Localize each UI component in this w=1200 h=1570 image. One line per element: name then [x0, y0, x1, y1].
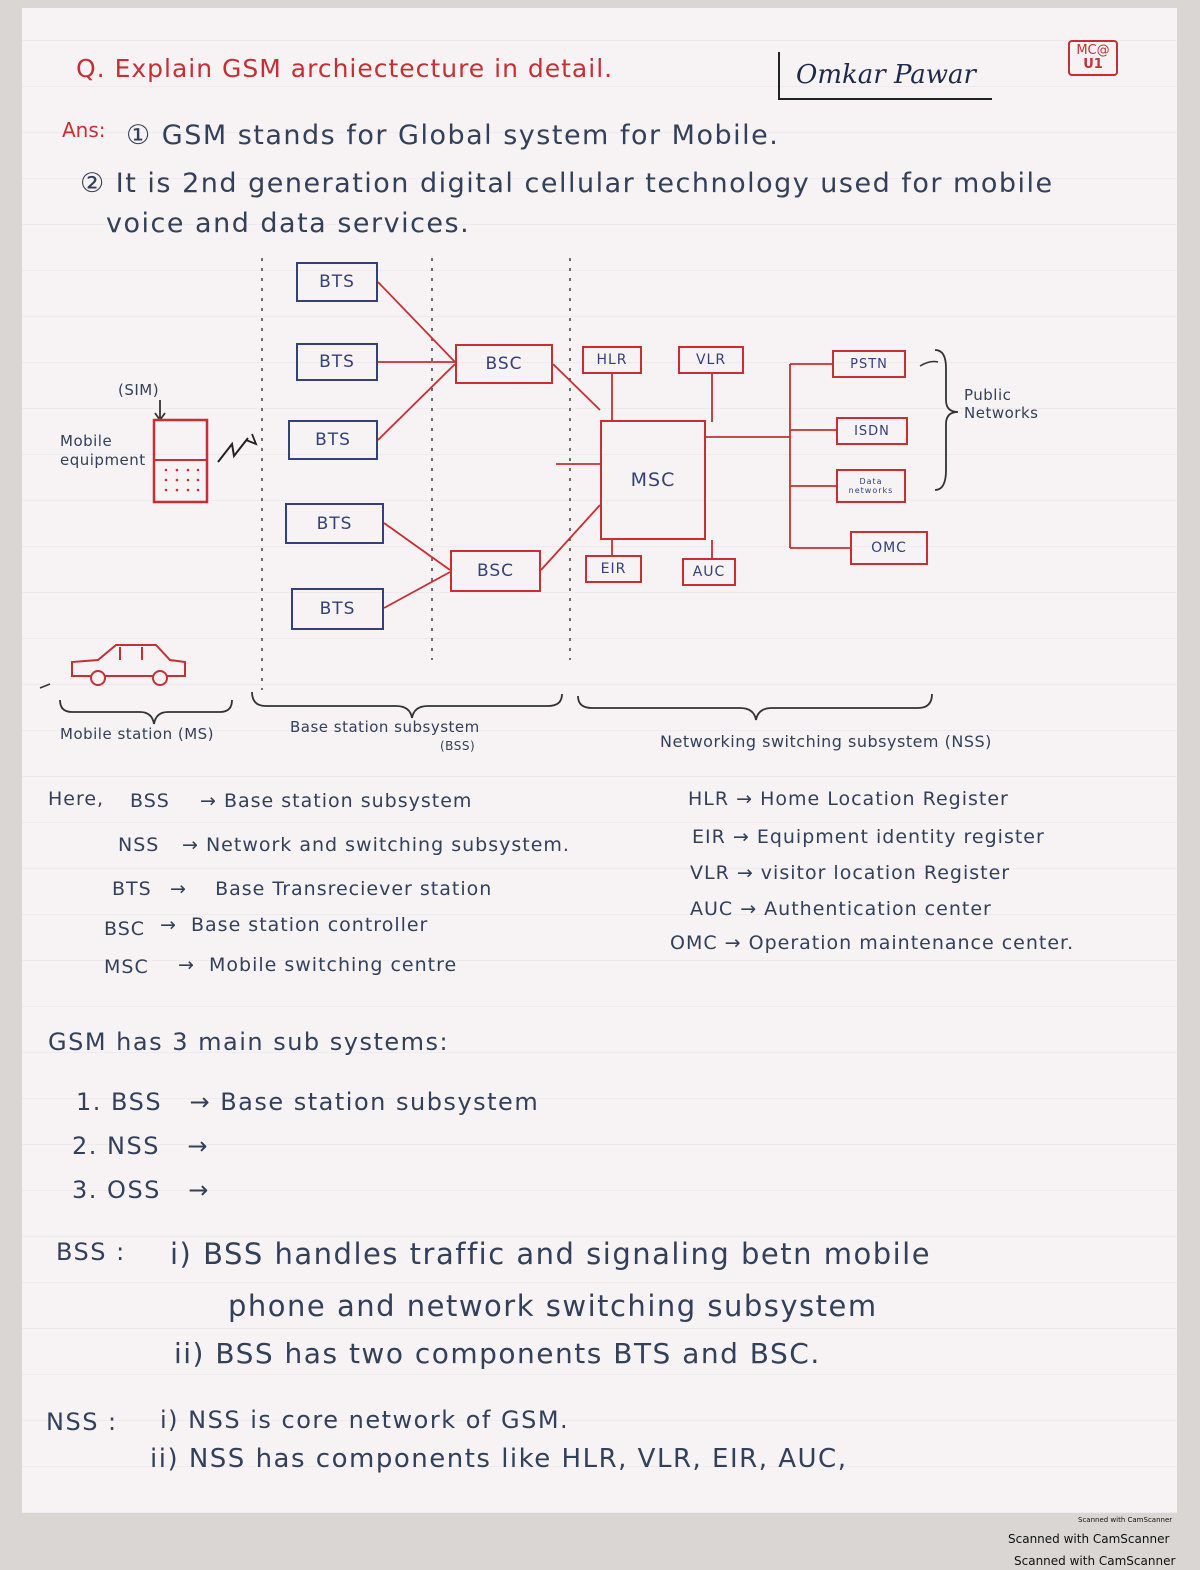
gloss-left-def-2: Network and switching subsystem. — [205, 834, 570, 856]
gloss-right-def-4: Authentication center — [764, 898, 992, 920]
bts-box-2: BTS — [296, 343, 378, 381]
subsystem-item-1 — [76, 1090, 539, 1114]
nss-caption: Networking switching subsystem (NSS) — [660, 732, 992, 751]
bts-box-5: BTS — [291, 588, 384, 630]
gloss-right-abbr-5: OMC — [670, 932, 718, 954]
gloss-right-abbr-4: AUC — [690, 898, 734, 920]
ms-brace — [60, 700, 232, 724]
bss-notes-label: BSS : — [56, 1238, 126, 1266]
subsystems-heading: GSM has 3 main sub systems: — [48, 1028, 450, 1056]
nss-notes-label: NSS : — [46, 1408, 118, 1436]
vlr-box: VLR — [678, 346, 744, 374]
sim-label: (SIM) — [118, 381, 160, 399]
subsystem-name-1: BSS — [111, 1088, 163, 1116]
gloss-right-abbr-1: HLR — [688, 788, 730, 810]
hlr-box: HLR — [582, 346, 642, 374]
gloss-right-5: OMC → Operation maintenance center. — [670, 932, 1075, 954]
data-networks-box: Data networks — [836, 469, 906, 503]
car-icon — [72, 645, 185, 685]
author-name: Omkar Pawar — [778, 52, 992, 100]
scan-watermark-1: Scanned with CamScanner — [1078, 1516, 1173, 1524]
link-bts1-bsc1 — [378, 282, 455, 362]
gloss-right-def-5: Operation maintenance center. — [748, 932, 1075, 954]
gloss-right-abbr-2: EIR — [692, 826, 726, 848]
bss-notes-line-3: ii) BSS has two components BTS and BSC. — [174, 1337, 821, 1370]
bss-caption-2: (BSS) — [440, 739, 476, 753]
ms-caption: Mobile station (MS) — [60, 725, 215, 743]
intro-point-2-line-2: voice and data services. — [106, 208, 471, 239]
bts-box-1: BTS — [296, 262, 378, 302]
isdn-box: ISDN — [836, 417, 908, 445]
mobile-equipment-label-2: equipment — [60, 451, 146, 469]
subsystem-desc-1: → Base station subsystem — [189, 1088, 540, 1116]
gloss-left-abbr-3: BTS — [112, 878, 152, 900]
public-networks-label: Public Networks — [964, 386, 1039, 422]
bsc-box-1: BSC — [455, 344, 553, 384]
gloss-left-text-1: → Base station subsystem — [200, 790, 473, 812]
ans-label: Ans: — [62, 118, 106, 142]
link-bts3-bsc1 — [378, 364, 455, 440]
radio-link-icon — [218, 438, 248, 462]
intro-point-1: ① GSM stands for Global system for Mobile. — [126, 120, 780, 151]
gloss-left-text-4: → Base station controller — [160, 914, 429, 936]
gloss-left-def-5: Mobile switching centre — [209, 954, 458, 976]
gloss-left-text-2: → Network and switching subsystem. — [182, 834, 570, 856]
bss-notes-line-1: i) BSS handles traffic and signaling betn mobile — [170, 1237, 932, 1271]
subsystem-desc-3: → — [188, 1176, 210, 1204]
gloss-left-text-5: → Mobile switching centre — [178, 954, 458, 976]
omc-box: OMC — [850, 531, 928, 565]
here-label: Here, — [48, 788, 105, 810]
gloss-right-4: AUC → Authentication center — [690, 898, 992, 920]
nss-brace — [578, 694, 932, 720]
bss-notes-line-2: phone and network switching subsystem — [228, 1289, 878, 1323]
gloss-left-def-3: Base Transreciever station — [215, 878, 493, 900]
gloss-left-abbr-2: NSS — [118, 834, 160, 856]
bsc-box-2: BSC — [450, 550, 541, 592]
msc-box: MSC — [600, 420, 706, 540]
eir-box: EIR — [585, 555, 642, 583]
link-bts4-bsc2 — [384, 523, 450, 570]
scan-watermark-3: Scanned with CamScanner — [1014, 1554, 1176, 1568]
gsm-architecture-diagram — [0, 0, 1200, 760]
gloss-left-def-1: Base station subsystem — [223, 790, 473, 812]
subsystem-name-2: NSS — [107, 1132, 160, 1160]
bts-box-3: BTS — [288, 420, 378, 460]
gloss-left-def-4: Base station controller — [191, 914, 429, 936]
gloss-left-abbr-5: MSC — [104, 956, 149, 978]
badge-line-1: MC@ — [1076, 43, 1110, 58]
nss-notes-line-1: i) NSS is core network of GSM. — [160, 1406, 570, 1434]
pstn-box: PSTN — [832, 350, 906, 378]
gloss-right-abbr-3: VLR — [690, 862, 730, 884]
subsystem-num-3: 3. — [72, 1176, 98, 1204]
bss-caption-1: Base station subsystem — [290, 718, 480, 736]
subsystem-name-3: OSS — [107, 1176, 161, 1204]
gloss-right-3: VLR → visitor location Register — [690, 862, 1011, 884]
link-bts5-bsc2 — [384, 572, 450, 608]
bss-brace — [252, 692, 562, 718]
gloss-right-def-2: Equipment identity register — [756, 826, 1045, 848]
gloss-right-def-1: Home Location Register — [760, 788, 1009, 810]
public-networks-brace — [935, 350, 958, 490]
gloss-right-1: HLR → Home Location Register — [688, 788, 1009, 810]
badge-line-2: U1 — [1083, 57, 1103, 72]
subsystem-item-2 — [72, 1134, 209, 1158]
gloss-right-def-3: visitor location Register — [760, 862, 1011, 884]
scan-watermark-2: Scanned with CamScanner — [1008, 1532, 1170, 1546]
gloss-right-2: EIR → Equipment identity register — [692, 826, 1045, 848]
question-text: Q. Explain GSM archiectecture in detail. — [76, 54, 614, 83]
bts-box-4: BTS — [285, 503, 384, 544]
subsystem-num-2: 2. — [72, 1132, 98, 1160]
gloss-left-abbr-4: BSC — [104, 918, 146, 940]
auc-box: AUC — [682, 558, 736, 586]
gloss-left-abbr-1: BSS — [130, 790, 170, 812]
nss-notes-line-2: ii) NSS has components like HLR, VLR, EIR, AUC, — [150, 1444, 848, 1474]
subsystem-item-3 — [72, 1178, 210, 1202]
subsystem-num-1: 1. — [76, 1088, 102, 1116]
subsystem-desc-2: → — [187, 1132, 209, 1160]
gloss-left-text-3: → Base Transreciever station — [170, 878, 493, 900]
intro-point-2-line-1: ② It is 2nd generation digital cellular technology used for mobile — [80, 168, 1054, 199]
mobile-equipment-label-1: Mobile — [60, 432, 113, 450]
